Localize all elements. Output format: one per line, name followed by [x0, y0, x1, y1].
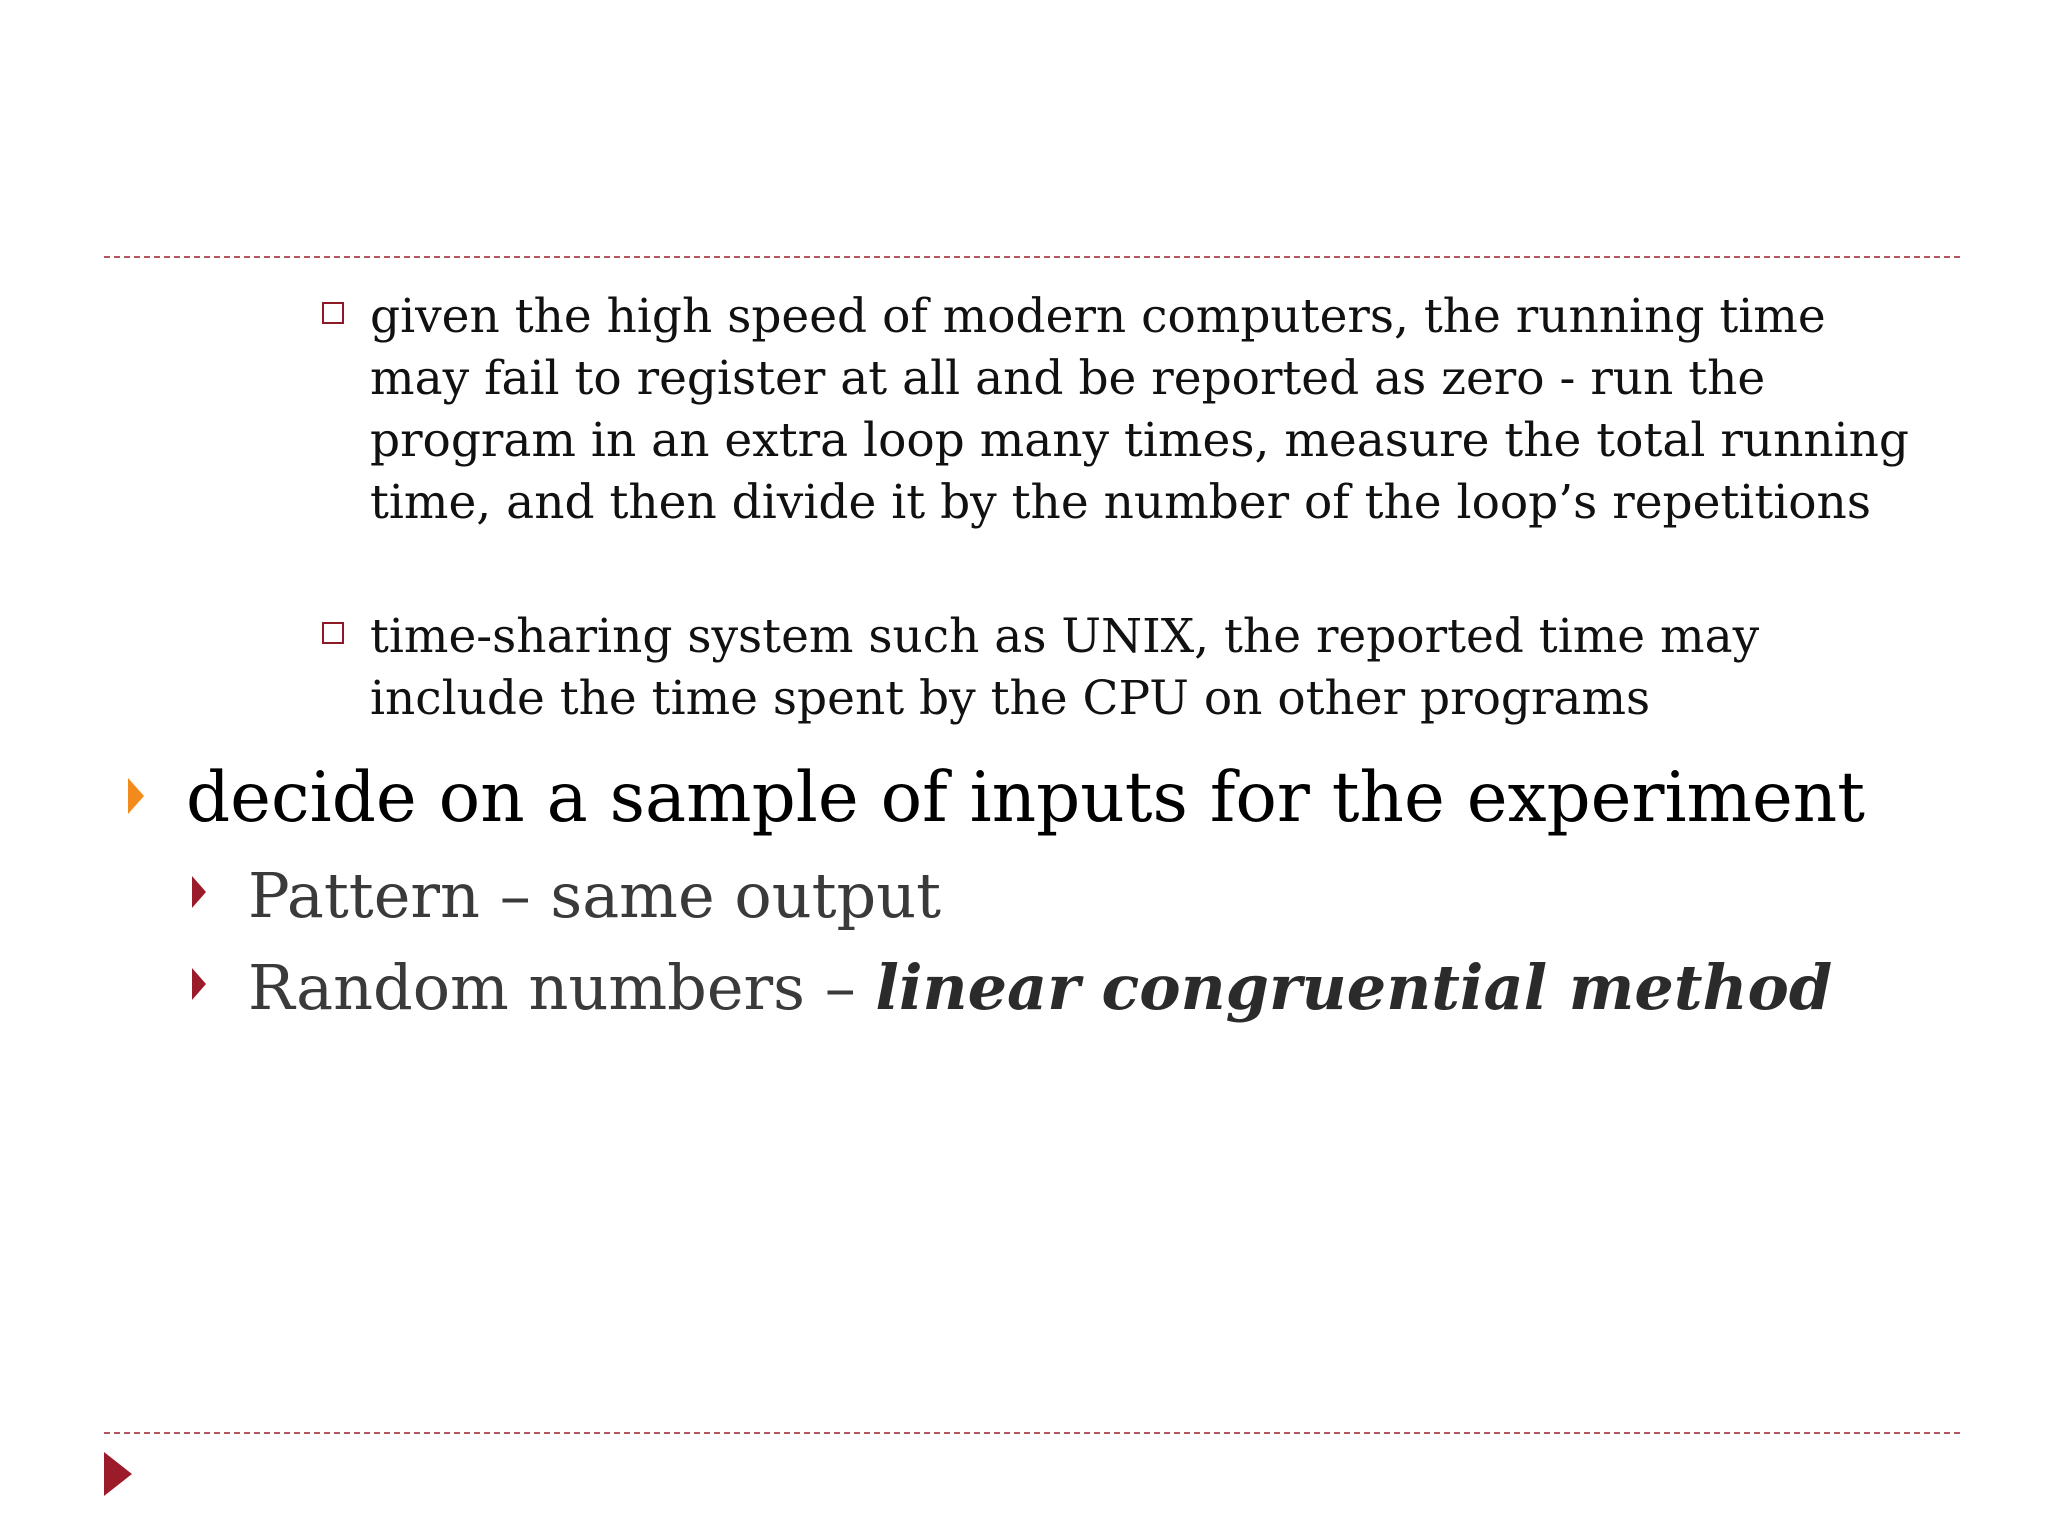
next-slide-icon[interactable] [104, 1452, 132, 1496]
sub-point-time-sharing: time-sharing system such as UNIX, the reported time may include the time spent by the CPU on other programs [370, 609, 1760, 726]
top-divider [104, 256, 1960, 258]
red-bullet-icon [192, 968, 206, 1000]
main-point: decide on a sample of inputs for the experiment [186, 758, 1865, 838]
sub-point-running-time: given the high speed of modern computers, the running time may fail to register at all and be reported as zero - run the program in an extra loop many times, measure the total running time, and then divide it by the number of the loop’s repetitions [370, 289, 1909, 530]
point-random-numbers [248, 948, 1832, 1028]
square-bullet-icon [322, 622, 344, 644]
lcm-emphasis: linear congruential method [875, 951, 1833, 1024]
random-numbers-label: Random numbers – [248, 951, 876, 1024]
orange-bullet-icon [128, 778, 144, 814]
red-bullet-icon [192, 876, 206, 908]
square-bullet-icon [322, 302, 344, 324]
bottom-divider [104, 1432, 1960, 1434]
point-pattern: Pattern – same output [248, 859, 942, 932]
